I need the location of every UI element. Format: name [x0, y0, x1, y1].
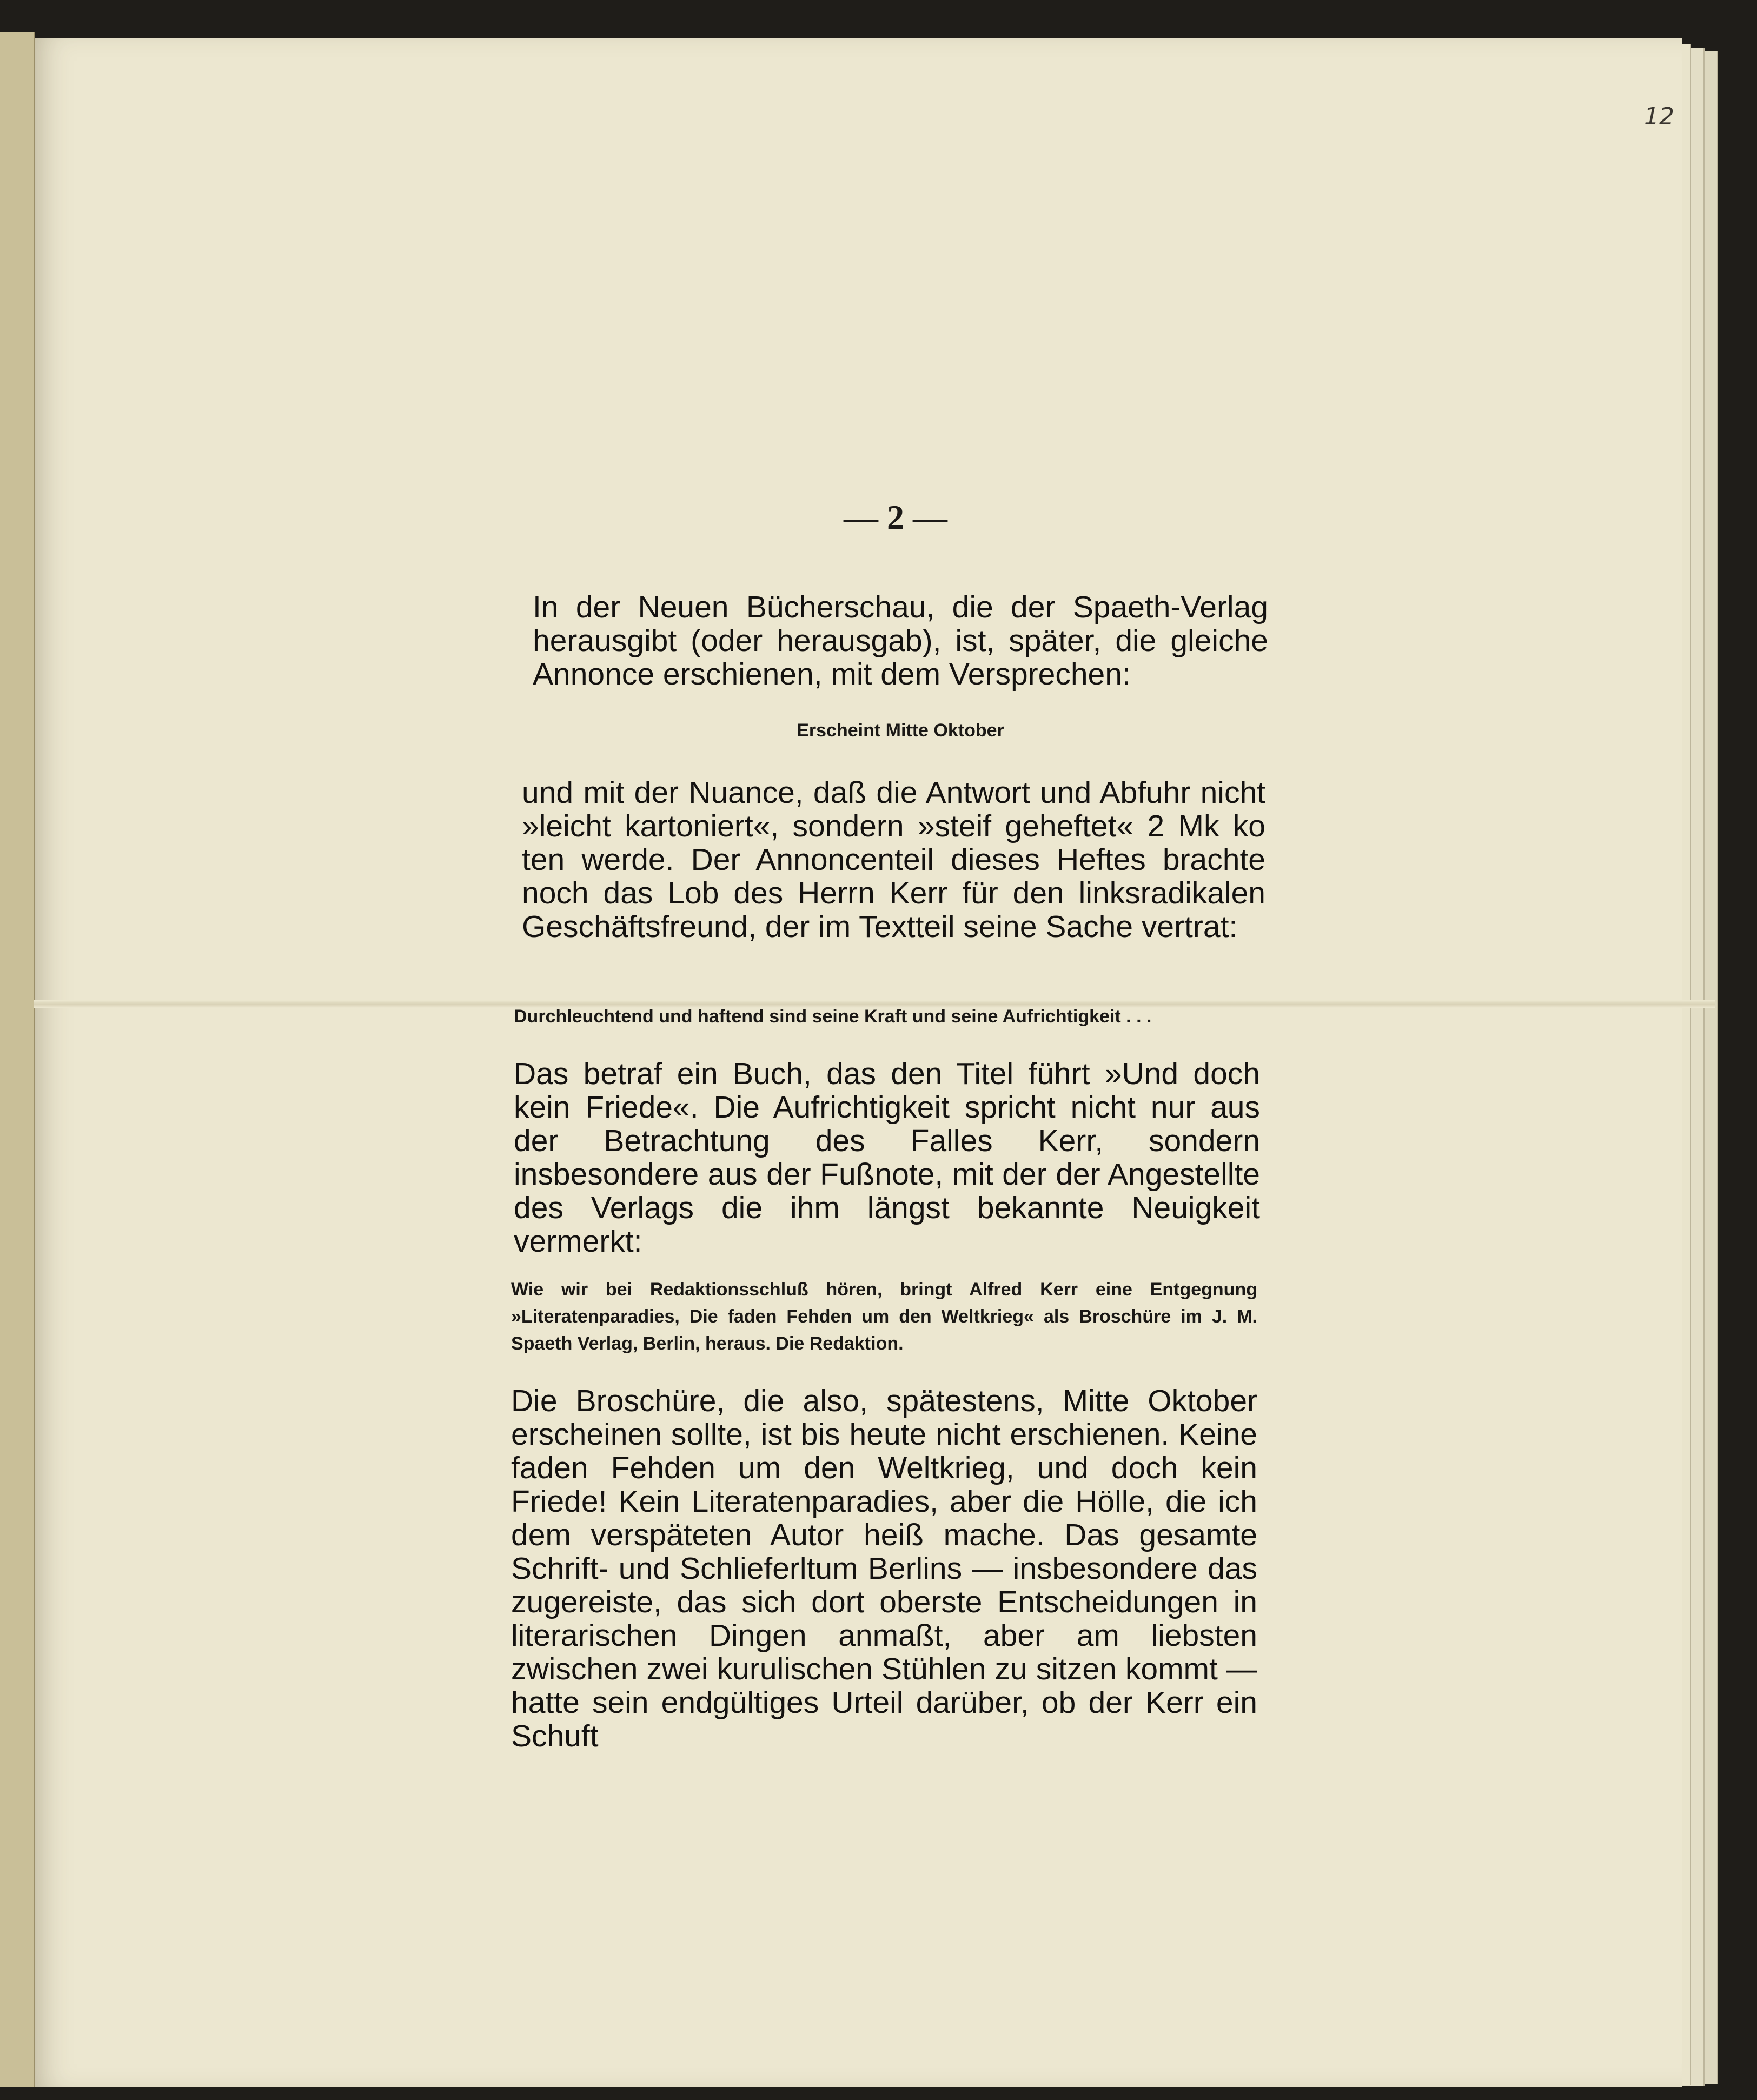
paragraph-3	[514, 1057, 1260, 1258]
paragraph-1-text: In der Neuen Bücherschau, die der Spaeth-Verlag herausgibt (oder herausgab), ist, später, die gleiche Annonce erschienen, mit dem Versprechen:	[533, 590, 1268, 692]
quote-1: Erscheint Mitte Oktober	[797, 720, 1004, 741]
quote-2: Durchleuchtend und haftend sind seine Kraft und seine Aufrichtigkeit . . .	[514, 1006, 1152, 1027]
paragraph-4-text: Die Broschüre, die also, spätestens, Mitte Oktober erscheinen sollte, ist bis heute nicht erschienen. Keine faden Fehden um den Weltkrieg, und doch kein Friede! Kein Literatenparadies, aber die Hölle, die ich dem verspäteten Autor heiß mache. Das gesamte Schrift- und Schlieferltum Berlins — insbesondere das zugereiste, das sich dort oberste Entscheidungen in literarischen Dingen anmaßt, aber am liebsten zwischen zwei kurulischen Stühlen zu sitzen kommt — hatte sein endgültiges Urteil darüber, ob der Kerr ein Schuft	[511, 1384, 1257, 1753]
binding-strip	[0, 32, 35, 2087]
quote-3: Wie wir bei Redaktionsschluß hören, bringt Alfred Kerr eine Entgegnung »Literatenparadies, Die faden Fehden um den Weltkrieg« als Broschüre im J. M. Spaeth Verlag, Berlin, heraus. Die Redaktion.	[511, 1279, 1257, 1354]
paragraph-3-text: Das betraf ein Buch, das den Titel führt »Und doch kein Friede«. Die Aufrichtigkeit spricht nicht nur aus der Betrachtung des Falles Kerr, sondern insbesondere aus der Fußnote, mit der der Angestellte des Verlags die ihm längst bekannte Neuigkeit vermerkt:	[514, 1056, 1260, 1259]
page-number: — 2 —	[844, 498, 947, 536]
paragraph-1	[533, 590, 1268, 691]
paragraph-2	[522, 776, 1265, 943]
paragraph-4	[511, 1384, 1257, 1753]
paragraph-2-text: und mit der Nuance, daß die Antwort und Abfuhr nicht »leicht kartoniert«, sondern »steif geheftet« 2 Mk ko ten werde. Der Annoncenteil dieses Heftes brachte noch das Lob des Herrn Kerr für den linksradikalen Geschäftsfreund, der im Textteil seine Sache vertrat:	[522, 775, 1265, 944]
folio-number: 12	[1644, 103, 1674, 130]
